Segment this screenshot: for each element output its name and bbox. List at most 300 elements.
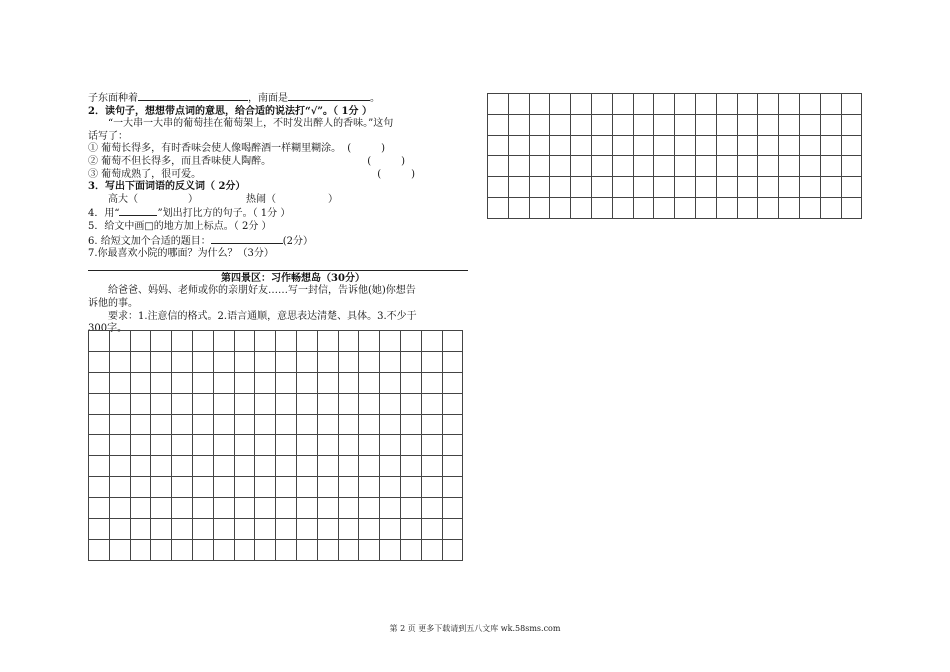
- grid-cell[interactable]: [509, 136, 530, 157]
- grid-cell[interactable]: [380, 394, 401, 415]
- grid-cell[interactable]: [401, 415, 422, 436]
- grid-cell[interactable]: [151, 456, 172, 477]
- grid-cell[interactable]: [509, 198, 530, 219]
- grid-cell[interactable]: [592, 136, 613, 157]
- grid-cell[interactable]: [675, 136, 696, 157]
- grid-cell[interactable]: [151, 394, 172, 415]
- grid-cell[interactable]: [318, 456, 339, 477]
- grid-cell[interactable]: [297, 477, 318, 498]
- grid-cell[interactable]: [401, 352, 422, 373]
- grid-cell[interactable]: [89, 331, 110, 352]
- grid-cell[interactable]: [193, 331, 214, 352]
- grid-cell[interactable]: [696, 156, 717, 177]
- grid-cell[interactable]: [359, 415, 380, 436]
- grid-cell[interactable]: [172, 540, 193, 561]
- grid-cell[interactable]: [592, 156, 613, 177]
- grid-cell[interactable]: [488, 115, 509, 136]
- grid-cell[interactable]: [613, 115, 634, 136]
- grid-cell[interactable]: [696, 198, 717, 219]
- grid-cell[interactable]: [318, 477, 339, 498]
- grid-cell[interactable]: [235, 498, 256, 519]
- grid-cell[interactable]: [654, 136, 675, 157]
- grid-cell[interactable]: [110, 373, 131, 394]
- grid-cell[interactable]: [571, 136, 592, 157]
- grid-cell[interactable]: [339, 477, 360, 498]
- grid-cell[interactable]: [717, 198, 738, 219]
- grid-cell[interactable]: [380, 519, 401, 540]
- grid-cell[interactable]: [758, 136, 779, 157]
- grid-cell[interactable]: [380, 540, 401, 561]
- grid-cell[interactable]: [842, 94, 863, 115]
- grid-cell[interactable]: [401, 498, 422, 519]
- grid-cell[interactable]: [530, 136, 551, 157]
- grid-cell[interactable]: [193, 498, 214, 519]
- grid-cell[interactable]: [380, 373, 401, 394]
- grid-cell[interactable]: [654, 198, 675, 219]
- grid-cell[interactable]: [550, 136, 571, 157]
- grid-cell[interactable]: [255, 519, 276, 540]
- grid-cell[interactable]: [758, 94, 779, 115]
- grid-cell[interactable]: [422, 331, 443, 352]
- grid-cell[interactable]: [592, 94, 613, 115]
- grid-cell[interactable]: [172, 352, 193, 373]
- grid-cell[interactable]: [255, 331, 276, 352]
- grid-cell[interactable]: [318, 519, 339, 540]
- grid-cell[interactable]: [779, 136, 800, 157]
- grid-cell[interactable]: [422, 435, 443, 456]
- grid-cell[interactable]: [401, 540, 422, 561]
- grid-cell[interactable]: [276, 373, 297, 394]
- grid-cell[interactable]: [131, 540, 152, 561]
- grid-cell[interactable]: [359, 373, 380, 394]
- grid-cell[interactable]: [193, 519, 214, 540]
- grid-cell[interactable]: [443, 477, 464, 498]
- grid-cell[interactable]: [675, 156, 696, 177]
- grid-cell[interactable]: [613, 94, 634, 115]
- grid-cell[interactable]: [276, 415, 297, 436]
- title-blank[interactable]: [211, 234, 283, 244]
- grid-cell[interactable]: [613, 177, 634, 198]
- grid-cell[interactable]: [339, 540, 360, 561]
- grid-cell[interactable]: [509, 94, 530, 115]
- grid-cell[interactable]: [717, 177, 738, 198]
- grid-cell[interactable]: [131, 373, 152, 394]
- grid-cell[interactable]: [842, 156, 863, 177]
- grid-cell[interactable]: [359, 352, 380, 373]
- grid-cell[interactable]: [89, 415, 110, 436]
- grid-cell[interactable]: [675, 115, 696, 136]
- grid-cell[interactable]: [571, 94, 592, 115]
- grid-cell[interactable]: [592, 115, 613, 136]
- grid-cell[interactable]: [172, 456, 193, 477]
- answer-blank[interactable]: [288, 91, 370, 101]
- grid-cell[interactable]: [235, 519, 256, 540]
- grid-cell[interactable]: [276, 519, 297, 540]
- grid-cell[interactable]: [422, 540, 443, 561]
- grid-cell[interactable]: [193, 394, 214, 415]
- grid-cell[interactable]: [717, 115, 738, 136]
- grid-cell[interactable]: [297, 498, 318, 519]
- grid-cell[interactable]: [738, 198, 759, 219]
- grid-cell[interactable]: [509, 156, 530, 177]
- grid-cell[interactable]: [359, 519, 380, 540]
- grid-cell[interactable]: [89, 519, 110, 540]
- grid-cell[interactable]: [401, 435, 422, 456]
- grid-cell[interactable]: [758, 156, 779, 177]
- grid-cell[interactable]: [214, 456, 235, 477]
- grid-cell[interactable]: [318, 331, 339, 352]
- grid-cell[interactable]: [276, 456, 297, 477]
- grid-cell[interactable]: [131, 394, 152, 415]
- grid-cell[interactable]: [131, 352, 152, 373]
- grid-cell[interactable]: [89, 435, 110, 456]
- grid-cell[interactable]: [172, 477, 193, 498]
- grid-cell[interactable]: [297, 540, 318, 561]
- grid-cell[interactable]: [550, 156, 571, 177]
- grid-cell[interactable]: [422, 373, 443, 394]
- grid-cell[interactable]: [779, 198, 800, 219]
- grid-cell[interactable]: [443, 456, 464, 477]
- grid-cell[interactable]: [738, 115, 759, 136]
- grid-cell[interactable]: [151, 540, 172, 561]
- grid-cell[interactable]: [821, 136, 842, 157]
- grid-cell[interactable]: [571, 156, 592, 177]
- grid-cell[interactable]: [422, 477, 443, 498]
- grid-cell[interactable]: [401, 477, 422, 498]
- grid-cell[interactable]: [422, 498, 443, 519]
- grid-cell[interactable]: [193, 477, 214, 498]
- grid-cell[interactable]: [276, 394, 297, 415]
- grid-cell[interactable]: [255, 394, 276, 415]
- grid-cell[interactable]: [821, 177, 842, 198]
- grid-cell[interactable]: [800, 156, 821, 177]
- grid-cell[interactable]: [151, 519, 172, 540]
- grid-cell[interactable]: [613, 198, 634, 219]
- grid-cell[interactable]: [172, 331, 193, 352]
- grid-cell[interactable]: [172, 498, 193, 519]
- grid-cell[interactable]: [821, 156, 842, 177]
- grid-cell[interactable]: [110, 498, 131, 519]
- grid-cell[interactable]: [255, 477, 276, 498]
- grid-cell[interactable]: [696, 136, 717, 157]
- grid-cell[interactable]: [214, 477, 235, 498]
- grid-cell[interactable]: [800, 136, 821, 157]
- grid-cell[interactable]: [717, 156, 738, 177]
- grid-cell[interactable]: [401, 456, 422, 477]
- grid-cell[interactable]: [318, 415, 339, 436]
- grid-cell[interactable]: [550, 198, 571, 219]
- grid-cell[interactable]: [255, 373, 276, 394]
- grid-cell[interactable]: [592, 177, 613, 198]
- grid-cell[interactable]: [131, 477, 152, 498]
- grid-cell[interactable]: [696, 94, 717, 115]
- grid-cell[interactable]: [110, 540, 131, 561]
- grid-cell[interactable]: [779, 94, 800, 115]
- grid-cell[interactable]: [509, 115, 530, 136]
- grid-cell[interactable]: [634, 136, 655, 157]
- grid-cell[interactable]: [443, 373, 464, 394]
- grid-cell[interactable]: [443, 498, 464, 519]
- grid-cell[interactable]: [359, 540, 380, 561]
- grid-cell[interactable]: [297, 415, 318, 436]
- grid-cell[interactable]: [550, 177, 571, 198]
- grid-cell[interactable]: [443, 394, 464, 415]
- grid-cell[interactable]: [276, 435, 297, 456]
- grid-cell[interactable]: [110, 456, 131, 477]
- grid-cell[interactable]: [276, 477, 297, 498]
- grid-cell[interactable]: [172, 373, 193, 394]
- grid-cell[interactable]: [276, 540, 297, 561]
- grid-cell[interactable]: [696, 177, 717, 198]
- grid-cell[interactable]: [131, 498, 152, 519]
- grid-cell[interactable]: [110, 352, 131, 373]
- grid-cell[interactable]: [255, 456, 276, 477]
- grid-cell[interactable]: [717, 94, 738, 115]
- grid-cell[interactable]: [151, 498, 172, 519]
- grid-cell[interactable]: [297, 456, 318, 477]
- grid-cell[interactable]: [634, 94, 655, 115]
- grid-cell[interactable]: [297, 331, 318, 352]
- grid-cell[interactable]: [131, 415, 152, 436]
- grid-cell[interactable]: [214, 415, 235, 436]
- grid-cell[interactable]: [758, 115, 779, 136]
- grid-cell[interactable]: [842, 198, 863, 219]
- grid-cell[interactable]: [151, 477, 172, 498]
- grid-cell[interactable]: [151, 373, 172, 394]
- grid-cell[interactable]: [255, 435, 276, 456]
- grid-cell[interactable]: [214, 331, 235, 352]
- grid-cell[interactable]: [151, 331, 172, 352]
- grid-cell[interactable]: [380, 331, 401, 352]
- grid-cell[interactable]: [89, 477, 110, 498]
- grid-cell[interactable]: [530, 198, 551, 219]
- grid-cell[interactable]: [214, 373, 235, 394]
- answer-blank[interactable]: [138, 91, 248, 101]
- grid-cell[interactable]: [422, 394, 443, 415]
- grid-cell[interactable]: [654, 156, 675, 177]
- grid-cell[interactable]: [380, 435, 401, 456]
- grid-cell[interactable]: [443, 540, 464, 561]
- grid-cell[interactable]: [422, 415, 443, 436]
- grid-cell[interactable]: [443, 331, 464, 352]
- grid-cell[interactable]: [488, 94, 509, 115]
- grid-cell[interactable]: [339, 498, 360, 519]
- grid-cell[interactable]: [255, 415, 276, 436]
- grid-cell[interactable]: [380, 498, 401, 519]
- grid-cell[interactable]: [318, 435, 339, 456]
- grid-cell[interactable]: [276, 331, 297, 352]
- grid-cell[interactable]: [339, 519, 360, 540]
- grid-cell[interactable]: [89, 352, 110, 373]
- grid-cell[interactable]: [214, 352, 235, 373]
- grid-cell[interactable]: [530, 115, 551, 136]
- grid-cell[interactable]: [401, 331, 422, 352]
- grid-cell[interactable]: [89, 498, 110, 519]
- grid-cell[interactable]: [193, 456, 214, 477]
- grid-cell[interactable]: [359, 477, 380, 498]
- grid-cell[interactable]: [422, 456, 443, 477]
- grid-cell[interactable]: [89, 456, 110, 477]
- grid-cell[interactable]: [654, 115, 675, 136]
- grid-cell[interactable]: [318, 373, 339, 394]
- grid-cell[interactable]: [339, 435, 360, 456]
- grid-cell[interactable]: [235, 435, 256, 456]
- grid-cell[interactable]: [654, 177, 675, 198]
- grid-cell[interactable]: [131, 519, 152, 540]
- grid-cell[interactable]: [151, 415, 172, 436]
- grid-cell[interactable]: [634, 156, 655, 177]
- grid-cell[interactable]: [359, 394, 380, 415]
- grid-cell[interactable]: [110, 435, 131, 456]
- grid-cell[interactable]: [297, 519, 318, 540]
- grid-cell[interactable]: [675, 94, 696, 115]
- grid-cell[interactable]: [193, 540, 214, 561]
- grid-cell[interactable]: [443, 415, 464, 436]
- grid-cell[interactable]: [214, 498, 235, 519]
- grid-cell[interactable]: [821, 115, 842, 136]
- grid-cell[interactable]: [297, 373, 318, 394]
- grid-cell[interactable]: [530, 177, 551, 198]
- grid-cell[interactable]: [297, 352, 318, 373]
- composition-grid[interactable]: [88, 330, 463, 561]
- grid-cell[interactable]: [193, 352, 214, 373]
- grid-cell[interactable]: [235, 456, 256, 477]
- grid-cell[interactable]: [443, 352, 464, 373]
- grid-cell[interactable]: [235, 394, 256, 415]
- grid-cell[interactable]: [359, 498, 380, 519]
- grid-cell[interactable]: [654, 94, 675, 115]
- grid-cell[interactable]: [255, 540, 276, 561]
- grid-cell[interactable]: [509, 177, 530, 198]
- grid-cell[interactable]: [422, 352, 443, 373]
- grid-cell[interactable]: [675, 198, 696, 219]
- grid-cell[interactable]: [318, 394, 339, 415]
- grid-cell[interactable]: [193, 435, 214, 456]
- grid-cell[interactable]: [151, 352, 172, 373]
- grid-cell[interactable]: [634, 198, 655, 219]
- grid-cell[interactable]: [443, 519, 464, 540]
- grid-cell[interactable]: [738, 136, 759, 157]
- grid-cell[interactable]: [214, 394, 235, 415]
- grid-cell[interactable]: [359, 435, 380, 456]
- grid-cell[interactable]: [172, 394, 193, 415]
- grid-cell[interactable]: [131, 435, 152, 456]
- grid-cell[interactable]: [821, 198, 842, 219]
- grid-cell[interactable]: [110, 394, 131, 415]
- grid-cell[interactable]: [571, 177, 592, 198]
- grid-cell[interactable]: [318, 352, 339, 373]
- grid-cell[interactable]: [131, 331, 152, 352]
- grid-cell[interactable]: [488, 198, 509, 219]
- grid-cell[interactable]: [131, 456, 152, 477]
- grid-cell[interactable]: [318, 540, 339, 561]
- grid-cell[interactable]: [110, 331, 131, 352]
- grid-cell[interactable]: [339, 456, 360, 477]
- grid-cell[interactable]: [422, 519, 443, 540]
- grid-cell[interactable]: [151, 435, 172, 456]
- grid-cell[interactable]: [592, 198, 613, 219]
- grid-cell[interactable]: [779, 156, 800, 177]
- grid-cell[interactable]: [401, 373, 422, 394]
- grid-cell[interactable]: [235, 373, 256, 394]
- grid-cell[interactable]: [380, 477, 401, 498]
- grid-cell[interactable]: [318, 498, 339, 519]
- grid-cell[interactable]: [613, 136, 634, 157]
- grid-cell[interactable]: [696, 115, 717, 136]
- grid-cell[interactable]: [443, 435, 464, 456]
- grid-cell[interactable]: [235, 477, 256, 498]
- grid-cell[interactable]: [401, 519, 422, 540]
- grid-cell[interactable]: [172, 415, 193, 436]
- grid-cell[interactable]: [380, 456, 401, 477]
- grid-cell[interactable]: [842, 115, 863, 136]
- grid-cell[interactable]: [339, 415, 360, 436]
- grid-cell[interactable]: [800, 94, 821, 115]
- grid-cell[interactable]: [530, 94, 551, 115]
- grid-cell[interactable]: [488, 177, 509, 198]
- grid-cell[interactable]: [571, 115, 592, 136]
- grid-cell[interactable]: [214, 435, 235, 456]
- grid-cell[interactable]: [235, 415, 256, 436]
- grid-cell[interactable]: [779, 115, 800, 136]
- grid-cell[interactable]: [193, 373, 214, 394]
- grid-cell[interactable]: [380, 352, 401, 373]
- grid-cell[interactable]: [842, 136, 863, 157]
- grid-cell[interactable]: [255, 352, 276, 373]
- grid-cell[interactable]: [276, 498, 297, 519]
- grid-cell[interactable]: [297, 394, 318, 415]
- grid-cell[interactable]: [89, 540, 110, 561]
- grid-cell[interactable]: [110, 415, 131, 436]
- grid-cell[interactable]: [675, 177, 696, 198]
- grid-cell[interactable]: [235, 540, 256, 561]
- grid-cell[interactable]: [550, 115, 571, 136]
- grid-cell[interactable]: [779, 177, 800, 198]
- grid-cell[interactable]: [193, 415, 214, 436]
- grid-cell[interactable]: [738, 177, 759, 198]
- grid-cell[interactable]: [339, 352, 360, 373]
- grid-cell[interactable]: [530, 156, 551, 177]
- grid-cell[interactable]: [550, 94, 571, 115]
- grid-cell[interactable]: [571, 198, 592, 219]
- grid-cell[interactable]: [488, 136, 509, 157]
- grid-cell[interactable]: [235, 352, 256, 373]
- grid-cell[interactable]: [613, 156, 634, 177]
- grid-cell[interactable]: [359, 456, 380, 477]
- grid-cell[interactable]: [821, 94, 842, 115]
- grid-cell[interactable]: [738, 156, 759, 177]
- composition-grid[interactable]: [487, 93, 862, 219]
- grid-cell[interactable]: [235, 331, 256, 352]
- grid-cell[interactable]: [89, 394, 110, 415]
- grid-cell[interactable]: [255, 498, 276, 519]
- grid-cell[interactable]: [339, 373, 360, 394]
- grid-cell[interactable]: [110, 519, 131, 540]
- grid-cell[interactable]: [172, 435, 193, 456]
- answer-line[interactable]: [88, 270, 468, 271]
- grid-cell[interactable]: [842, 177, 863, 198]
- grid-cell[interactable]: [634, 177, 655, 198]
- grid-cell[interactable]: [800, 198, 821, 219]
- grid-cell[interactable]: [276, 352, 297, 373]
- grid-cell[interactable]: [110, 477, 131, 498]
- grid-cell[interactable]: [339, 394, 360, 415]
- grid-cell[interactable]: [800, 115, 821, 136]
- grid-cell[interactable]: [359, 331, 380, 352]
- grid-cell[interactable]: [214, 540, 235, 561]
- grid-cell[interactable]: [800, 177, 821, 198]
- grid-cell[interactable]: [738, 94, 759, 115]
